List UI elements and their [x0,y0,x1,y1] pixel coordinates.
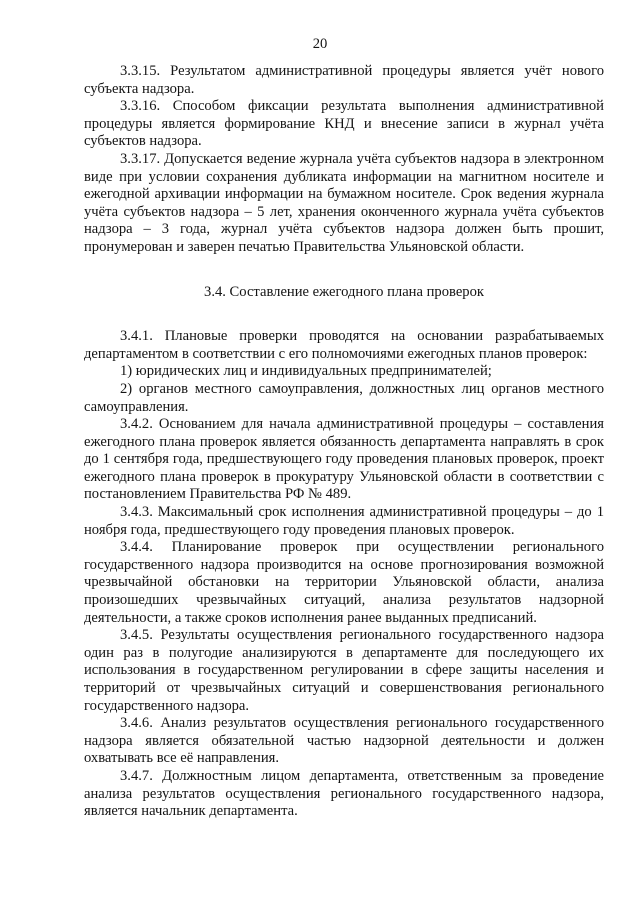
list-item-local-government: 2) органов местного самоуправления, должностных лиц органов местного самоуправления. [84,380,604,415]
paragraph-3-4-4: 3.4.4. Планирование проверок при осуществлении регионального государственного надзора производится на основе прогнозирования возможной чрезвычайной обстановки на территории Ульяновской области, анализа произошедших чрезвычайных ситуаций, анализа результатов надзорной деятельности, а также сроков исполнения ранее выданных предписаний. [84,539,604,626]
paragraph-3-3-15: 3.3.15. Результатом административной процедуры является учёт нового субъекта надзора. [84,63,604,97]
paragraph-3-4-2: 3.4.2. Основанием для начала административной процедуры – составления ежегодного плана проверок является обязанность департамента направлять в срок до 1 сентября года, предшествующего году проведения плановых проверок, проект ежегодного плана проверок в прокуратуру Ульяновской области в соответствии с постановлением Правительства РФ № 489. [84,416,604,503]
paragraph-3-3-17: 3.3.17. Допускается ведение журнала учёта субъектов надзора в электронном виде при условии сохранения дубликата информации на магнитном носителе и ежегодной архивации информации на бумажном носителе. Срок ведения журнала учёта субъектов надзора – 5 лет, хранения оконченного журнала учёта субъектов надзора – 3 года, журнал учёта субъектов надзора должен быть прошит, пронумерован и заверен печатью Правительства Ульяновской области. [84,150,604,255]
paragraph-3-3-16: 3.3.16. Способом фиксации результата выполнения административной процедуры является формирование КНД и внесение записи в журнал учёта субъектов надзора. [84,98,604,150]
paragraph-3-4-1: 3.4.1. Плановые проверки проводятся на основании разрабатываемых департаментом в соответствии с его полномочиями ежегодных планов проверок: [84,328,604,362]
paragraph-3-4-3: 3.4.3. Максимальный срок исполнения административной процедуры – до 1 ноября года, предшествующего году проведения плановых проверок. [84,504,604,538]
page-number: 20 [312,36,328,52]
section-heading: 3.4. Составление ежегодного плана проверок [204,283,484,300]
paragraph-3-4-6: 3.4.6. Анализ результатов осуществления регионального государственного надзора является обязательной частью надзорной деятельности и должен охватывать все её направления. [84,715,604,767]
paragraph-3-4-5: 3.4.5. Результаты осуществления регионального государственного надзора один раз в полугодие анализируются в департаменте для последующего их использования в государственном регулировании в сфере защиты населения и территорий от чрезвычайных ситуаций и совершенствования регионального государственного надзора. [84,627,604,714]
document-body [84,63,604,821]
paragraph-3-4-7: 3.4.7. Должностным лицом департамента, ответственным за проведение анализа результатов осуществления регионального государственного надзора, является начальник департамента. [84,767,604,820]
list-item-legal-entities: 1) юридических лиц и индивидуальных предпринимателей; [120,363,492,380]
